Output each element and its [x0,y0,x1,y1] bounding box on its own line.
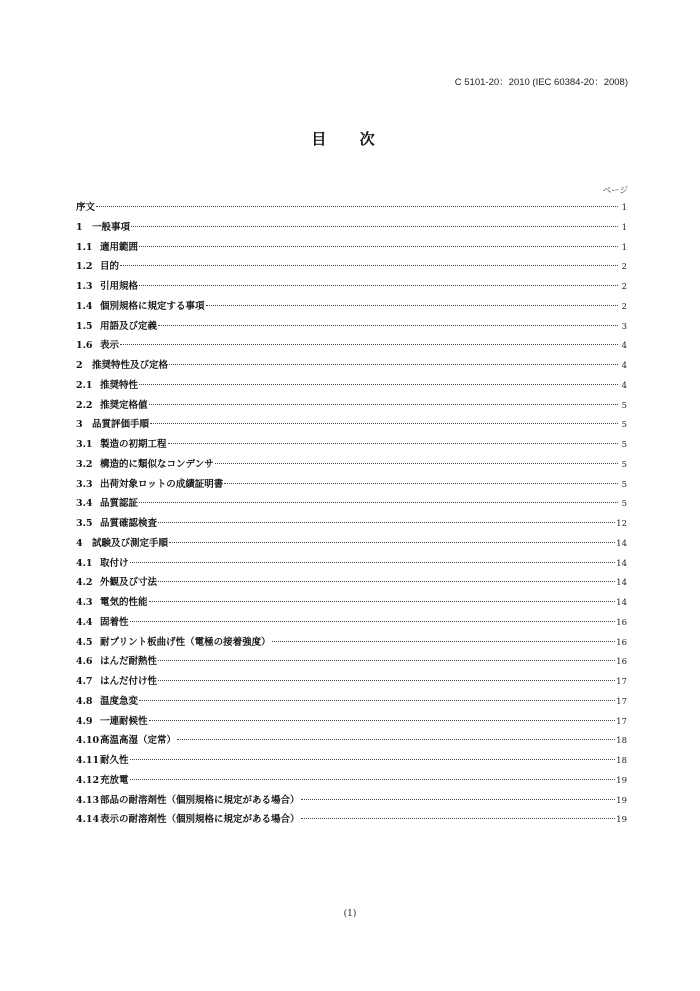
toc-entry[interactable] [76,672,627,692]
toc-entry-title: 充放電 [100,774,129,786]
table-of-contents [76,198,627,830]
toc-entry-number: 2.2 [76,399,93,411]
toc-entry-title: 耐久性 [100,755,129,766]
toc-dot-leader [206,305,618,306]
toc-dot-leader [130,759,616,760]
toc-entry-title: 高温高湿（定常） [100,735,177,747]
toc-entry-title: 電気的性能 [100,597,148,608]
toc-entry-number: 3.5 [76,518,93,529]
toc-dot-leader [177,739,615,740]
page-column-label: ページ [602,186,628,196]
toc-entry-page: 19 [616,815,627,826]
toc-entry-number: 4.11 [76,755,100,766]
toc-entry-title: 用語及び定義 [100,320,158,332]
toc-entry[interactable] [76,751,627,771]
toc-entry[interactable] [76,297,627,317]
toc-entry[interactable] [76,494,627,514]
toc-entry-number: 2 [76,360,83,371]
toc-entry-title: 部品の耐溶剤性（個別規格に規定がある場合） [100,794,300,806]
toc-entry-number: 1.3 [76,281,93,292]
toc-entry[interactable] [76,514,627,534]
toc-entry-page: 19 [616,795,627,806]
toc-dot-leader [149,601,616,602]
toc-entry-page: 16 [616,637,627,648]
toc-entry[interactable] [76,198,627,218]
toc-entry-number: 4.5 [76,636,93,648]
toc-entry-page: 1 [621,222,627,233]
toc-dot-leader [139,700,615,701]
toc-entry-page: 2 [621,301,627,312]
toc-entry-page: 17 [616,696,627,707]
toc-entry-number: 3.3 [76,478,93,490]
toc-entry-number: 1.1 [76,241,93,253]
toc-entry-page: 2 [621,262,627,273]
toc-entry-page: 14 [616,578,627,589]
toc-dot-leader [301,818,616,819]
toc-entry-title: 表示の耐溶剤性（個別規格に規定がある場合） [100,814,300,826]
toc-entry-number: 2.1 [76,379,93,391]
toc-entry-page: 16 [616,617,627,628]
toc-entry-page: 19 [616,775,627,786]
toc-entry-title: 構造的に類似なコンデンサ [100,458,214,470]
toc-entry-title: 推奨定格値 [100,399,148,411]
toc-dot-leader [301,799,616,800]
toc-dot-leader [272,641,616,642]
toc-entry-title: 外観及び寸法 [100,577,158,589]
toc-dot-leader [169,364,618,365]
toc-entry-title: 序文 [76,202,96,213]
toc-dot-leader [168,443,618,444]
toc-entry-number: 4.8 [76,695,93,707]
toc-entry-page: 18 [616,736,627,747]
toc-entry-title: 試験及び測定手順 [92,537,169,549]
toc-entry-number: 4.9 [76,715,93,727]
toc-entry[interactable] [76,810,627,830]
toc-dot-leader [139,384,618,385]
toc-entry-number: 3.1 [76,439,93,450]
toc-dot-leader [169,542,615,543]
toc-dot-leader [158,581,615,582]
toc-entry-number: 4.4 [76,616,93,628]
toc-entry-number: 4.6 [76,656,93,668]
toc-entry-page: 5 [621,420,627,431]
toc-entry[interactable] [76,238,627,258]
toc-entry-number: 1.6 [76,340,93,352]
toc-entry-number: 3 [76,419,83,431]
toc-entry-title: 適用範囲 [100,241,139,253]
toc-entry-page: 4 [621,341,627,352]
toc-entry-page: 4 [621,380,627,391]
toc-entry-page: 1 [621,203,627,213]
toc-entry-title: 目的 [100,261,120,273]
toc-entry-page: 5 [621,479,627,490]
toc-dot-leader [150,423,618,424]
toc-entry-title: はんだ耐熱性 [100,656,158,668]
toc-entry-number: 4.1 [76,557,93,569]
toc-entry-number: 4.12 [76,774,100,786]
toc-entry[interactable] [76,692,627,712]
toc-entry-number: 4.2 [76,577,93,589]
toc-entry-page: 5 [621,440,627,450]
document-code: C 5101-20：2010 (IEC 60384-20：2008) [454,77,628,88]
toc-entry-number: 1 [76,221,83,233]
toc-entry-title: はんだ付け性 [100,676,158,687]
toc-entry-page: 1 [621,242,627,253]
toc-entry[interactable] [76,396,627,416]
toc-dot-leader [158,522,615,523]
toc-entry-title: 品質評価手順 [92,419,150,431]
toc-dot-leader [130,779,616,780]
toc-entry-page: 14 [616,558,627,569]
toc-dot-leader [139,246,618,247]
toc-entry-number: 1.2 [76,261,93,273]
toc-entry-number: 4.7 [76,676,93,687]
toc-entry[interactable] [76,712,627,732]
toc-dot-leader [158,325,618,326]
toc-entry-page: 5 [621,400,627,411]
toc-entry-title: 耐プリント板曲げ性（電極の接着強度） [100,636,271,648]
toc-entry[interactable] [76,336,627,356]
toc-entry[interactable] [76,573,627,593]
toc-entry[interactable] [76,475,627,495]
toc-dot-leader [149,404,618,405]
toc-entry-page: 17 [616,716,627,727]
toc-entry-title: 推奨特性及び定格 [92,360,169,371]
toc-entry-title: 一般事項 [92,221,131,233]
toc-dot-leader [131,226,618,227]
toc-entry[interactable] [76,593,627,613]
toc-entry-title: 製造の初期工程 [100,439,167,450]
toc-entry[interactable] [76,277,627,297]
toc-entry-title: 温度急変 [100,695,139,707]
toc-entry-number: 1.4 [76,300,93,312]
toc-entry-title: 推奨特性 [100,379,139,391]
toc-dot-leader [149,720,616,721]
toc-dot-leader [224,483,618,484]
toc-dot-leader [215,463,618,464]
toc-entry-title: 取付け [100,557,129,569]
toc-entry[interactable] [76,415,627,435]
toc-entry-title: 表示 [100,340,120,352]
toc-entry-title: 品質認証 [100,498,139,510]
toc-entry[interactable] [76,257,627,277]
toc-entry-number: 4 [76,537,83,549]
toc-entry-title: 個別規格に規定する事項 [100,300,205,312]
toc-entry[interactable] [76,534,627,554]
toc-entry[interactable] [76,554,627,574]
toc-dot-leader [96,206,618,207]
toc-entry[interactable] [76,455,627,475]
toc-entry[interactable] [76,356,627,376]
toc-dot-leader [158,680,615,681]
toc-entry-page: 3 [621,321,627,332]
toc-entry-title: 引用規格 [100,281,139,292]
toc-entry-title: 固着性 [100,616,129,628]
toc-entry-page: 14 [616,538,627,549]
toc-dot-leader [130,562,616,563]
toc-entry-number: 4.3 [76,597,93,608]
toc-dot-leader [139,285,618,286]
toc-entry-page: 14 [616,598,627,608]
toc-dot-leader [158,660,615,661]
toc-entry-title: 出荷対象ロットの成績証明書 [100,478,224,490]
toc-entry[interactable] [76,613,627,633]
toc-entry-title: 品質確認検査 [100,518,158,529]
toc-entry-number: 4.13 [76,794,100,806]
toc-entry[interactable] [76,376,627,396]
toc-entry-number: 3.2 [76,458,93,470]
toc-entry[interactable] [76,771,627,791]
toc-entry-page: 5 [621,499,627,510]
toc-entry-number: 4.14 [76,814,100,826]
toc-dot-leader [120,265,618,266]
page-title: 目 次 [311,130,389,148]
toc-entry-number: 4.10 [76,735,100,747]
toc-entry-page: 4 [621,361,627,371]
toc-entry-number: 1.5 [76,320,93,332]
toc-entry-page: 2 [621,282,627,292]
toc-entry[interactable] [76,731,627,751]
toc-entry-page: 5 [621,459,627,470]
toc-entry[interactable] [76,317,627,337]
toc-entry-page: 18 [616,756,627,766]
toc-entry-page: 16 [616,657,627,668]
toc-entry-number: 3.4 [76,498,93,510]
toc-entry[interactable] [76,652,627,672]
toc-entry-title: 一連耐候性 [100,715,148,727]
toc-entry[interactable] [76,218,627,238]
toc-entry-page: 12 [616,519,627,529]
toc-entry-page: 17 [616,677,627,687]
toc-entry[interactable] [76,633,627,653]
toc-entry[interactable] [76,435,627,455]
footer-page-number: (1) [343,909,357,919]
toc-dot-leader [130,621,616,622]
toc-dot-leader [120,344,618,345]
toc-entry[interactable] [76,791,627,811]
toc-dot-leader [139,502,618,503]
